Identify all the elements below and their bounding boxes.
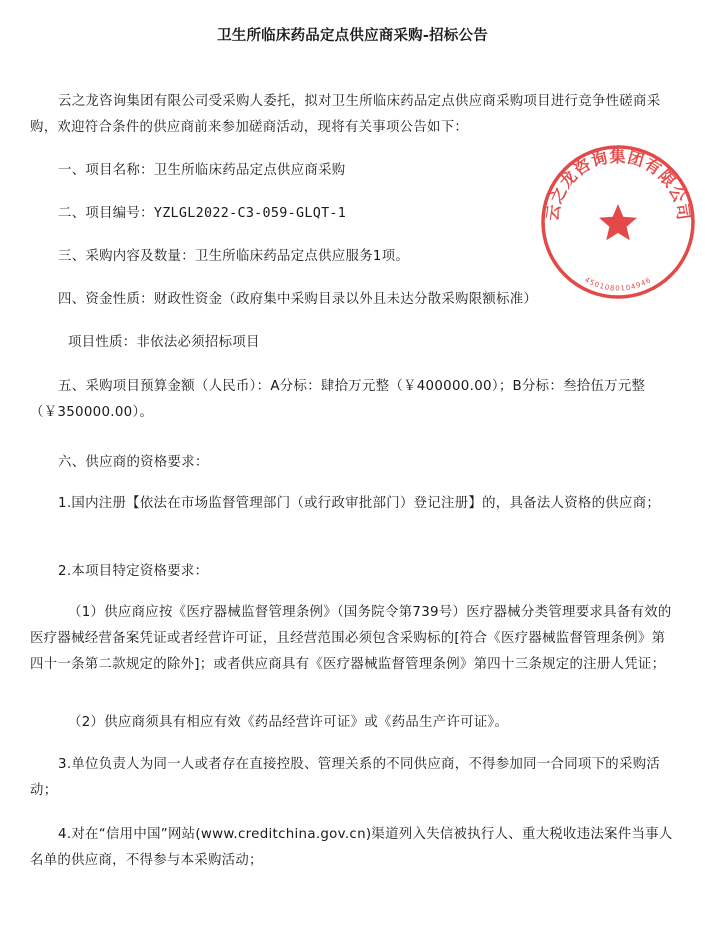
fund-nature: 四、资金性质：财政性资金（政府集中采购目录以外且未达分散采购限额标准） (58, 292, 538, 307)
requirement-2-heading: 2.本项目特定资格要求： (58, 564, 209, 579)
seal-code: 4501080104946 (583, 275, 653, 293)
supplier-requirements-heading: 六、供应商的资格要求： (58, 455, 209, 470)
seal-company-name: 云之龙咨询集团有限公司 (542, 147, 694, 223)
procurement-content: 三、采购内容及数量：卫生所临床药品定点供应服务1项。 (58, 249, 410, 264)
requirement-3: 3.单位负责人为同一人或者存在直接控股、管理关系的不同供应商，不得参加同一合同项下的采购活动； (30, 757, 661, 798)
project-name: 一、项目名称：卫生所临床药品定点供应商采购 (58, 163, 346, 178)
requirement-4: 4.对在“信用中国”网站(www.creditchina.gov.cn)渠道列入失信被执行人、重大税收违法案件当事人名单的供应商，不得参与本采购活动； (30, 827, 673, 868)
budget-amount: 五、采购项目预算金额（人民币）：A分标：肆拾万元整（￥400000.00）；B分标：叁拾伍万元整（￥350000.00）。 (30, 379, 646, 420)
project-nature: 项目性质：非依法必须招标项目 (68, 335, 260, 350)
document-title: 卫生所临床药品定点供应商采购-招标公告 (217, 28, 488, 44)
project-number: 二、项目编号：YZLGL2022-C3-059-GLQT-1 (58, 206, 347, 221)
requirement-2-item-1: （1）供应商应按《医疗器械监督管理条例》（国务院令第739号）医疗器械分类管理要求具备有效的医疗器械经营备案凭证或者经营许可证，且经营范围必须包含采购标的[符合《医疗器械监督管理条例》第四十一条第二款规定的除外]；或者供应商具有《医疗器械监督管理条例》第四十三条规定的注册人凭证； (30, 605, 672, 672)
intro-paragraph: 云之龙咨询集团有限公司受采购人委托，拟对卫生所临床药品定点供应商采购项目进行竞争性磋商采购，欢迎符合条件的供应商前来参加磋商活动，现将有关事项公告如下： (30, 94, 661, 135)
company-seal (538, 142, 698, 302)
requirement-2-item-2: （2）供应商须具有相应有效《药品经营许可证》或《药品生产许可证》。 (68, 715, 509, 730)
requirement-1: 1.国内注册【依法在市场监督管理部门（或行政审批部门）登记注册】的，具备法人资格的供应商； (58, 496, 661, 511)
star-icon (599, 204, 637, 240)
